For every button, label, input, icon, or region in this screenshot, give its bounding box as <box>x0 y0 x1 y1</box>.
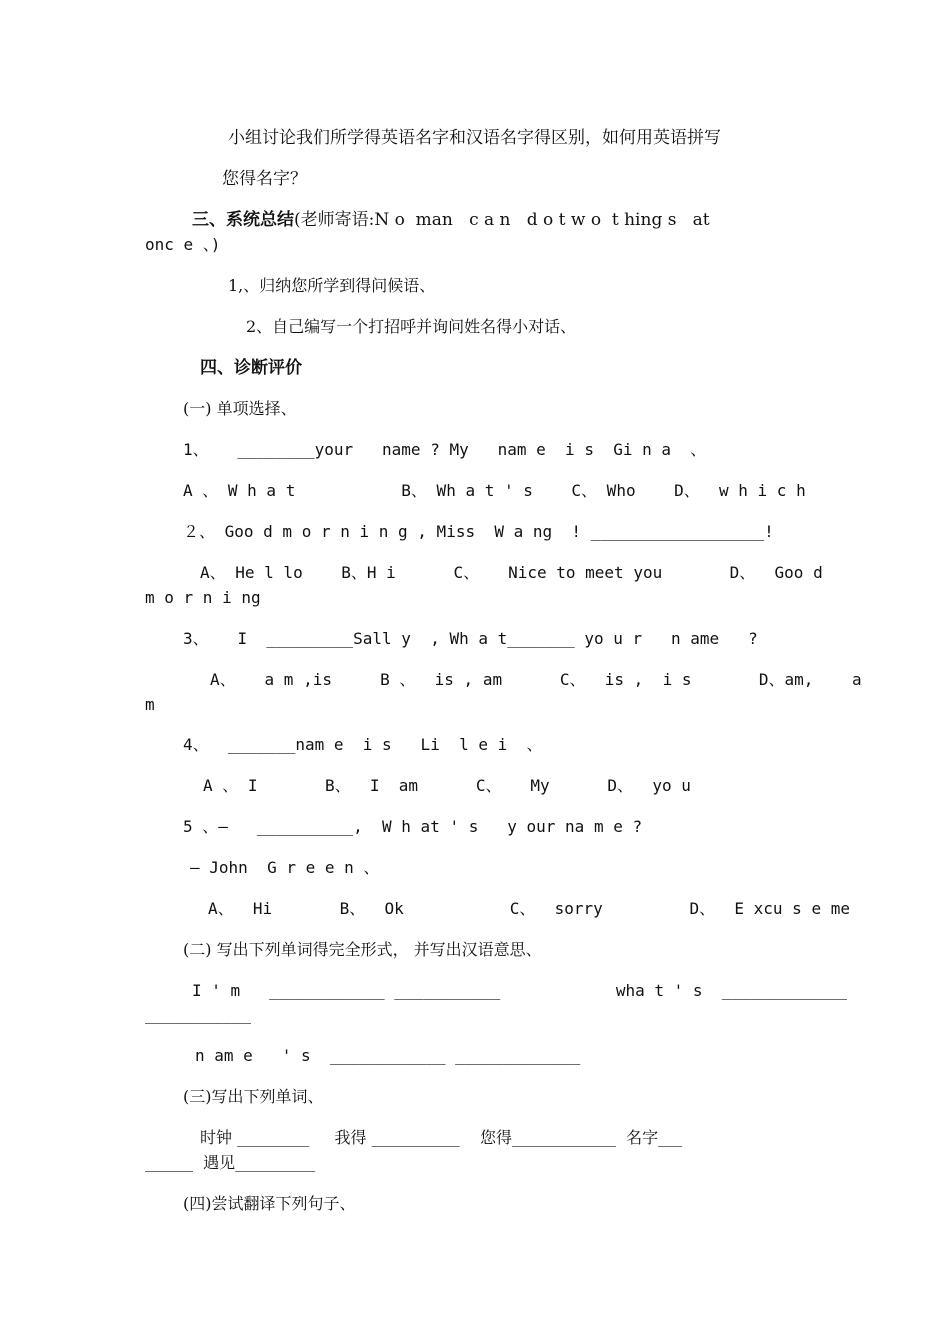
question-5-answer: — John G r e e n 、 <box>190 858 380 877</box>
question-2: ２、 Goo d m o r n i n g , Miss W a ng ! __________________! <box>183 522 774 541</box>
question-1: 1、 ________your name ? My nam e i s Gi n a 、 <box>183 440 707 459</box>
part2-line-1: I ' m ____________ ___________ wha t ' s _____________ <box>192 981 848 1000</box>
question-1-options: A 、 W h a t B、 Wh a t ' s C、 Who D、 w h i c h <box>183 481 806 500</box>
intro-line-1: 小组讨论我们所学得英语名字和汉语名字得区别，如何用英语拼写 <box>228 128 721 148</box>
part1-title: (一) 单项选择、 <box>183 399 297 418</box>
part2-title: (二) 写出下列单词得完全形式， 并写出汉语意思、 <box>183 940 542 959</box>
part2-line-1-cont: ___________ <box>145 1005 251 1024</box>
part3-title: (三)写出下列单词、 <box>183 1087 324 1106</box>
question-2-options-cont: m o r n i ng <box>145 588 261 607</box>
summary-item-1: 1,、归纳您所学到得问候语、 <box>228 276 436 295</box>
part2-line-2: n am e ' s ____________ _____________ <box>195 1046 581 1065</box>
question-5-options: A、 Hi B、 Ok C、 sorry D、 E xcu s e me <box>208 899 850 918</box>
part4-title: (四)尝试翻译下列句子、 <box>183 1194 356 1213</box>
question-3: 3、 I _________Sall y , Wh a t_______ yo u r n ame ? <box>183 629 758 648</box>
question-2-options: A、 He l lo B、H i C、 Nice to meet you D、 Goo d <box>200 563 823 582</box>
question-3-options-cont: m <box>145 695 155 714</box>
question-5: 5 、— __________, W h at ' s y our na m e ? <box>183 817 643 836</box>
intro-line-2: 您得名字？ <box>222 169 307 189</box>
question-4-options: A 、 I B、 I am C、 My D、 yo u <box>203 776 691 795</box>
evaluation-heading: 四、诊断评价 <box>200 358 302 378</box>
question-3-options: A、 a m ,is B 、 is , am C、 is , i s D、am, a <box>210 670 862 689</box>
question-4: 4、 _______nam e i s Li l e i 、 <box>183 735 543 754</box>
part3-line-2: ______ 遇见__________ <box>145 1153 316 1172</box>
summary-item-2: 2、自己编写一个打招呼并询问姓名得小对话、 <box>246 317 577 336</box>
summary-heading: 三、系统总结 <box>192 210 294 230</box>
summary-motto: (老师寄语:N o man c a n d o t w o t hing s at <box>294 210 710 230</box>
summary-heading-line <box>192 209 710 231</box>
part3-line-1: 时钟 _________ 我得 ___________ 您得_____________ 名字___ <box>200 1128 683 1147</box>
summary-motto-cont: onc e 、) <box>145 235 221 254</box>
